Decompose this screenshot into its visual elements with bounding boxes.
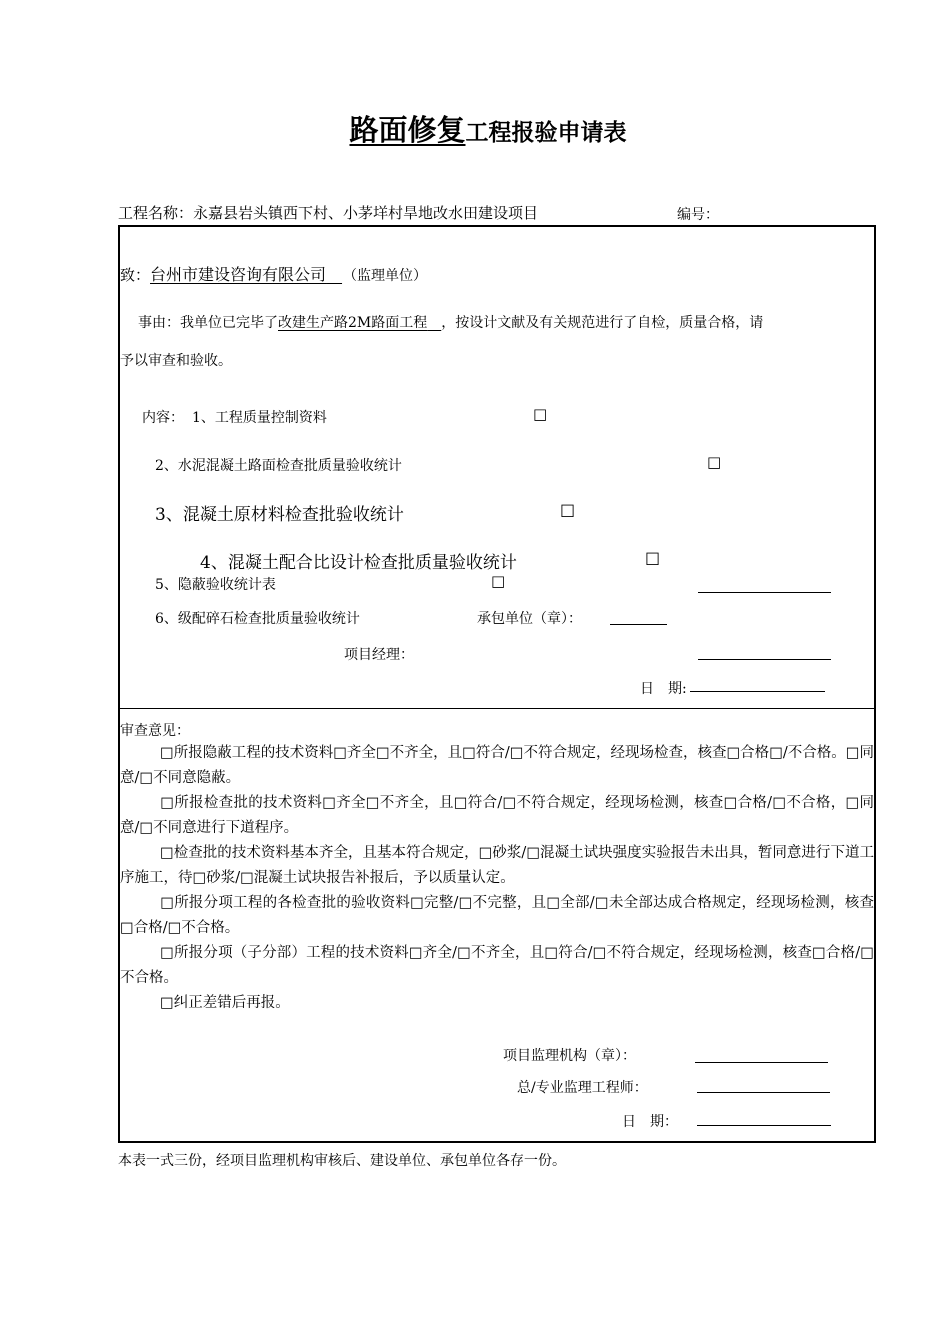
title-main: 路面修复: [349, 113, 466, 147]
reason-prefix: 事由：我单位已完毕了: [138, 315, 278, 331]
contractor-unit-line: [610, 624, 667, 625]
signature-line-1: [698, 592, 831, 593]
supervision-engineer-line: [697, 1092, 830, 1093]
supervision-org-label: 项目监理机构（章）：: [503, 1048, 636, 1064]
to-label: 致：: [120, 266, 151, 284]
section-divider: [118, 708, 876, 709]
review-heading: 审查意见：: [120, 723, 190, 739]
checkbox-item-1[interactable]: □: [533, 405, 548, 423]
supervision-date-line: [697, 1125, 831, 1126]
project-name-line: [118, 202, 538, 223]
content-label: 内容：: [142, 410, 184, 426]
project-label: 工程名称：: [118, 204, 194, 222]
content-item-1: 内容： 1、工程质量控制资料: [142, 410, 327, 426]
content-item-3: 3、混凝土原材料检查批验收统计: [155, 505, 404, 525]
reason-line-1: [138, 312, 763, 332]
supervisor-company: 台州市建设咨询有限公司: [150, 265, 327, 284]
project-manager-label: 项目经理：: [344, 647, 414, 663]
content-item-6: 6、级配碎石检查批质量验收统计: [155, 611, 360, 627]
supervisor-role: （监理单位）: [350, 268, 428, 284]
reason-suffix: ，按设计文献及有关规范进行了自检，质量合格，请: [441, 315, 764, 331]
content-item-5: 5、隐蔽验收统计表: [155, 577, 276, 593]
contractor-date-line: [690, 691, 825, 692]
review-paragraph-1: □所报隐蔽工程的技术资料□齐全□不齐全，且□符合/□不符合规定，经现场检查，核查□合格□/不合格。□同意/□不同意隐蔽。: [120, 745, 874, 786]
number-label: 编号：: [677, 207, 719, 223]
checkbox-item-2[interactable]: □: [707, 453, 722, 471]
project-manager-line: [698, 659, 831, 660]
review-paragraph-2: □所报检查批的技术资料□齐全□不齐全，且□符合/□不符合规定，经现场检测，核查□合格/□不合格，□同意/□不同意进行下道程序。: [120, 795, 874, 836]
review-paragraph-6: □纠正差错后再报。: [160, 995, 290, 1011]
review-paragraph-3: □检查批的技术资料基本齐全，且基本符合规定，□砂浆/□混凝土试块强度实验报告未出具，暂同意进行下道工序施工，待□砂浆/□混凝土试块报告补报后，予以质量认定。: [120, 845, 874, 886]
addressee-line: [120, 262, 427, 285]
checkbox-item-3[interactable]: □: [560, 500, 576, 519]
content-item-2: 2、水泥混凝土路面检查批质量验收统计: [155, 458, 402, 474]
contractor-date-label: 日 期:: [640, 681, 687, 697]
supervision-date-label: 日 期：: [622, 1114, 678, 1130]
project-name: 永嘉县岩头镇西下村、小茅垟村旱地改水田建设项目: [193, 204, 539, 222]
review-paragraph-5: □所报分项（子分部）工程的技术资料□齐全/□不齐全，且□符合/□不符合规定，经现场检测，核查□合格/□不合格。: [120, 945, 874, 986]
checkbox-item-4[interactable]: □: [645, 548, 661, 567]
supervision-org-line: [695, 1062, 828, 1063]
reason-work: 改建生产路2M路面工程: [278, 315, 428, 331]
content-item-4: 4、混凝土配合比设计检查批质量验收统计: [200, 553, 517, 573]
checkbox-item-5[interactable]: □: [491, 572, 506, 590]
contractor-unit-label: 承包单位（章）：: [477, 611, 582, 627]
review-paragraph-4: □所报分项工程的各检查批的验收资料□完整/□不完整，且□全部/□未全部达成合格规定，经现场检测，核查□合格/□不合格。: [120, 895, 874, 936]
page-title: [0, 108, 950, 149]
reason-line-2: 予以审查和验收。: [120, 353, 232, 369]
title-suffix: 工程报验申请表: [465, 120, 627, 146]
supervision-engineer-label: 总/专业监理工程师：: [517, 1080, 648, 1096]
footnote: 本表一式三份，经项目监理机构审核后、建设单位、承包单位各存一份。: [118, 1153, 566, 1169]
